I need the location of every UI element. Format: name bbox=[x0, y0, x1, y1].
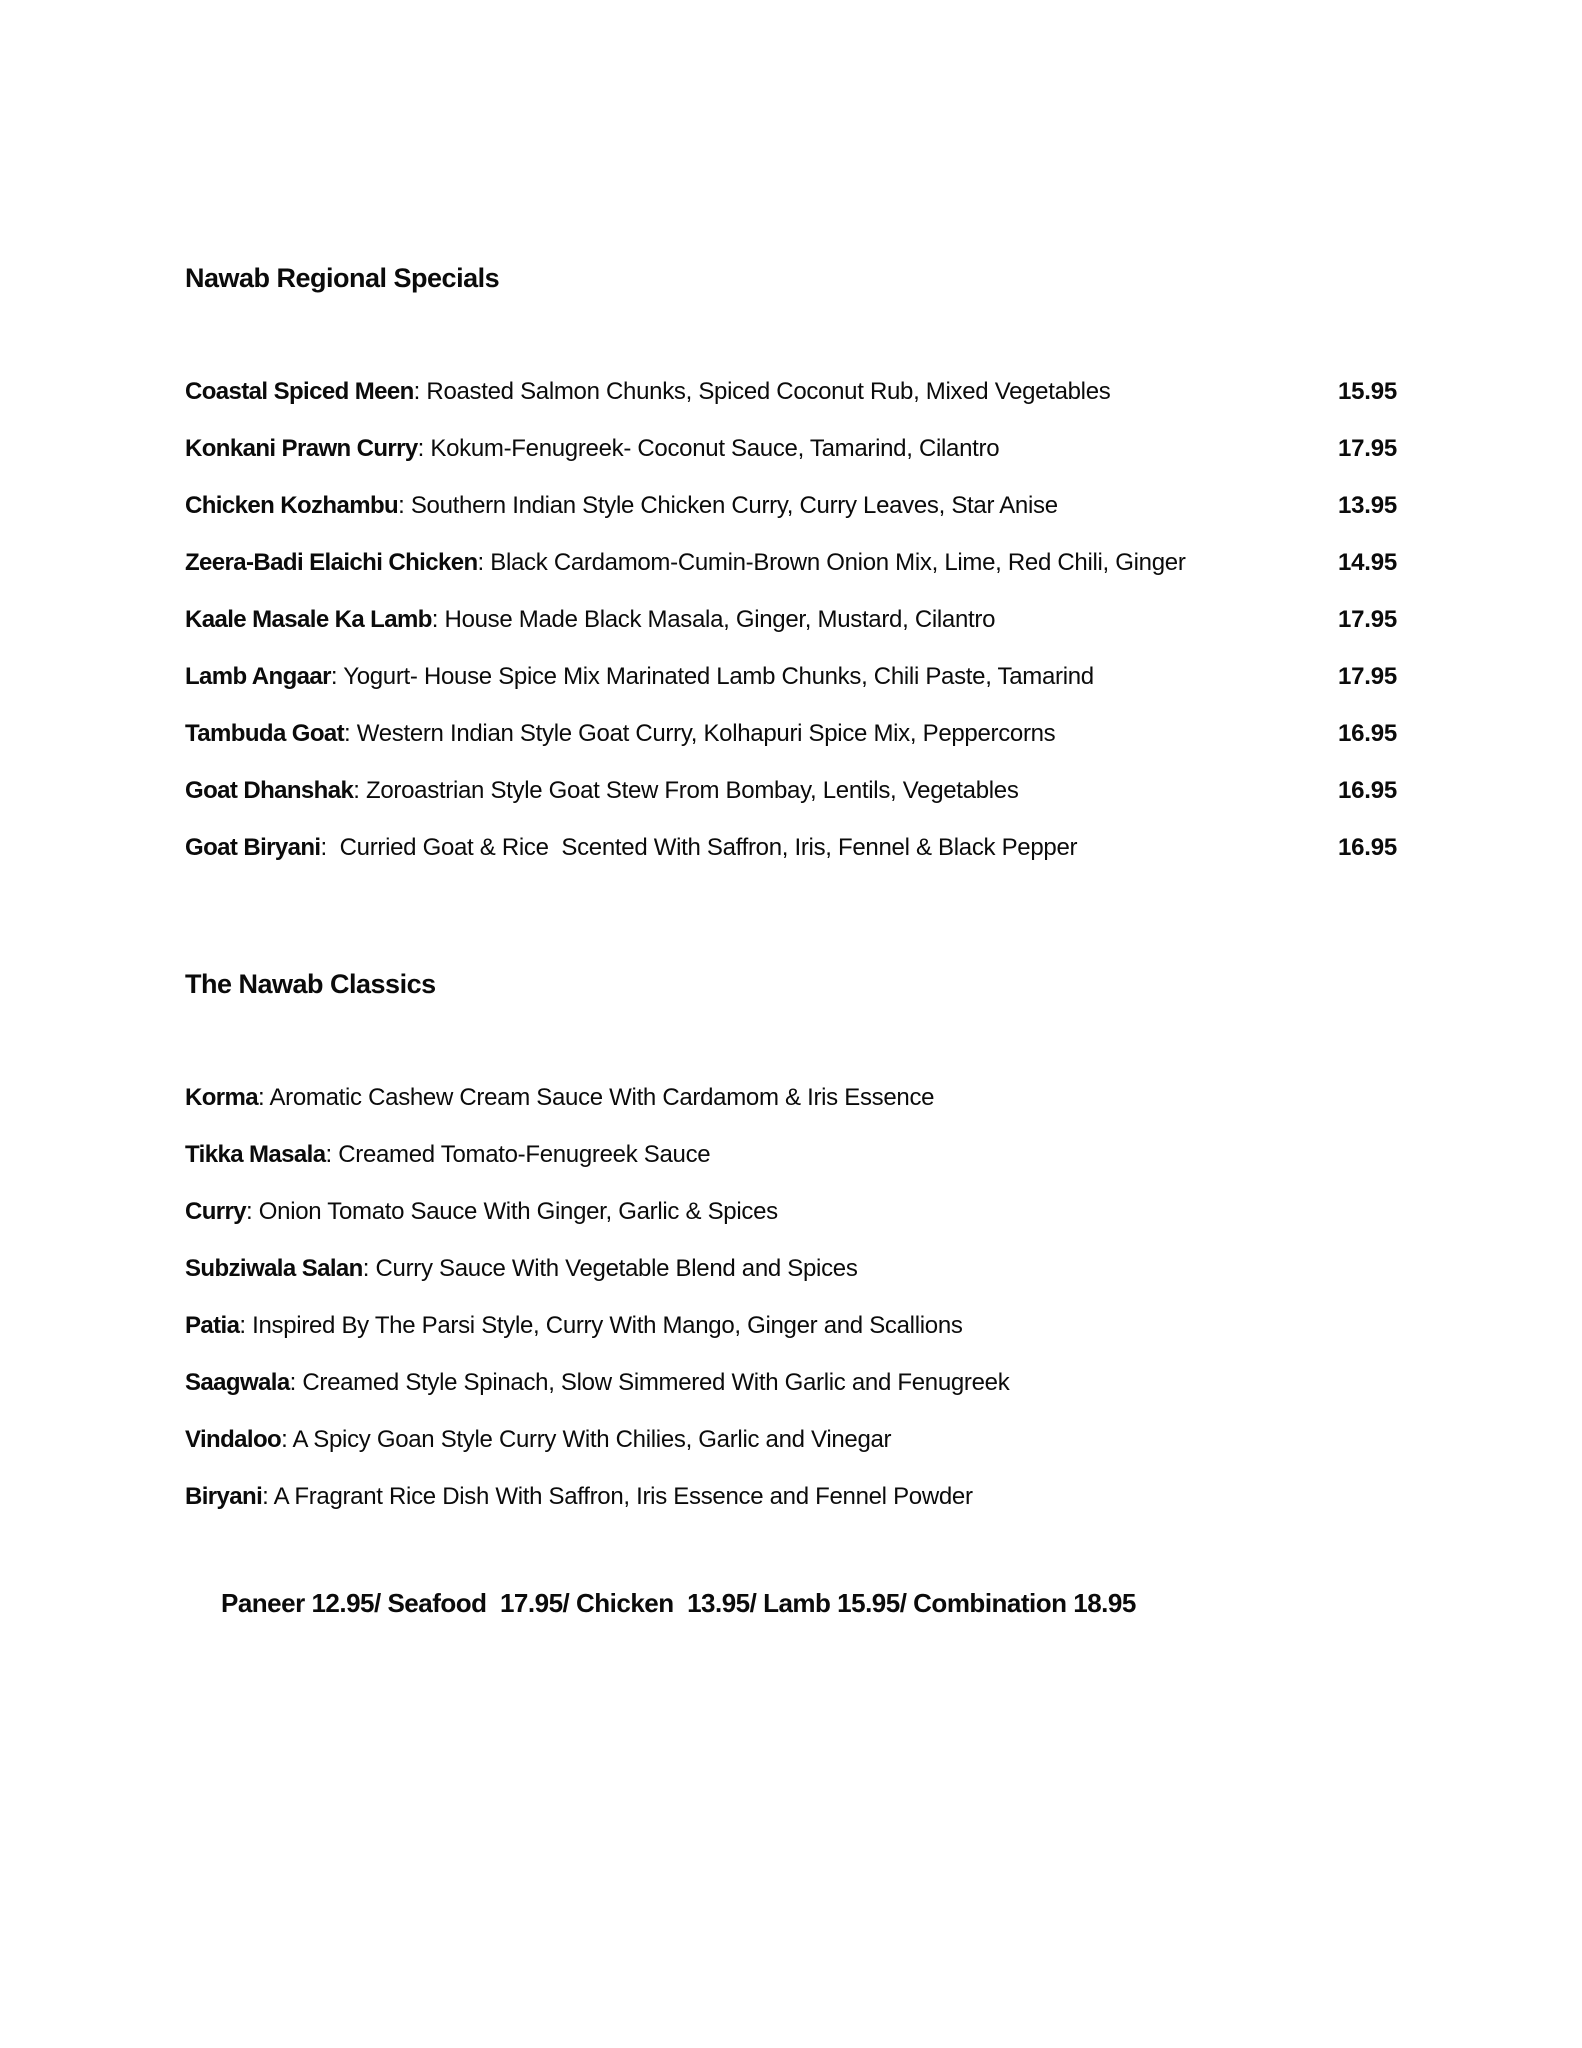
item-separator: : bbox=[362, 1255, 376, 1282]
menu-item-text bbox=[185, 1311, 1317, 1341]
item-name: Tikka Masala bbox=[185, 1141, 326, 1168]
item-price: 17.95 bbox=[1337, 606, 1397, 633]
item-description: Kokum-Fenugreek- Coconut Sauce, Tamarind, Cilantro bbox=[430, 435, 1000, 462]
item-name: Kaale Masale Ka Lamb bbox=[185, 606, 432, 633]
item-name: Konkani Prawn Curry bbox=[185, 435, 418, 462]
section-title-classics: The Nawab Classics bbox=[185, 969, 436, 999]
menu-item-text bbox=[185, 1254, 1317, 1284]
menu-item-text bbox=[185, 434, 1317, 464]
menu-item-text bbox=[185, 1368, 1317, 1398]
item-name: Goat Biryani bbox=[185, 834, 321, 861]
item-name: Korma bbox=[185, 1084, 259, 1111]
item-description: Creamed Tomato-Fenugreek Sauce bbox=[338, 1141, 711, 1168]
menu-content bbox=[185, 263, 1397, 1619]
menu-item bbox=[185, 1197, 1397, 1227]
menu-items-classics bbox=[185, 1083, 1397, 1512]
item-separator: : bbox=[239, 1312, 253, 1339]
menu-item bbox=[185, 1311, 1397, 1341]
item-separator: : bbox=[417, 435, 431, 462]
menu-item bbox=[185, 1083, 1397, 1113]
menu-item-text bbox=[185, 1482, 1317, 1512]
item-separator: : bbox=[258, 1084, 270, 1111]
menu-item-text bbox=[185, 1425, 1317, 1455]
item-price: 16.95 bbox=[1337, 777, 1397, 804]
menu-item bbox=[185, 662, 1397, 692]
menu-item-text bbox=[185, 833, 1317, 863]
menu-item-text bbox=[185, 491, 1317, 521]
item-price: 17.95 bbox=[1337, 435, 1397, 462]
item-description: Creamed Style Spinach, Slow Simmered With Garlic and Fenugreek bbox=[302, 1369, 1010, 1396]
item-name: Tambuda Goat bbox=[185, 720, 345, 747]
menu-item bbox=[185, 1425, 1397, 1455]
item-separator: : bbox=[330, 663, 344, 690]
item-name: Subziwala Salan bbox=[185, 1255, 363, 1282]
section-classics bbox=[185, 969, 1397, 1512]
item-description: Western Indian Style Goat Curry, Kolhapuri Spice Mix, Peppercorns bbox=[356, 720, 1056, 747]
item-name: Lamb Angaar bbox=[185, 663, 331, 690]
menu-item-text bbox=[185, 776, 1317, 806]
item-separator: : bbox=[344, 720, 357, 747]
item-separator: : bbox=[398, 492, 411, 519]
menu-item bbox=[185, 491, 1397, 521]
item-separator: : bbox=[289, 1369, 303, 1396]
menu-items-regional-specials bbox=[185, 377, 1397, 863]
item-separator: : bbox=[325, 1141, 339, 1168]
item-separator: : bbox=[320, 834, 334, 861]
item-name: Coastal Spiced Meen bbox=[185, 378, 414, 405]
item-description: A Fragrant Rice Dish With Saffron, Iris Essence and Fennel Powder bbox=[273, 1483, 973, 1510]
section-regional-specials bbox=[185, 263, 1397, 863]
item-description: Aromatic Cashew Cream Sauce With Cardamom & Iris Essence bbox=[269, 1084, 935, 1111]
item-description: A Spicy Goan Style Curry With Chilies, Garlic and Vinegar bbox=[292, 1426, 892, 1453]
item-description: Onion Tomato Sauce With Ginger, Garlic & Spices bbox=[258, 1198, 778, 1225]
item-description: Yogurt- House Spice Mix Marinated Lamb Chunks, Chili Paste, Tamarind bbox=[343, 663, 1094, 690]
item-description: Curried Goat & Rice Scented With Saffron, Iris, Fennel & Black Pepper bbox=[333, 834, 1078, 861]
item-description: Inspired By The Parsi Style, Curry With Mango, Ginger and Scallions bbox=[252, 1312, 963, 1339]
item-name: Zeera-Badi Elaichi Chicken bbox=[185, 549, 478, 576]
menu-item bbox=[185, 719, 1397, 749]
item-name: Goat Dhanshak bbox=[185, 777, 354, 804]
menu-item-text bbox=[185, 662, 1317, 692]
menu-item-text bbox=[185, 605, 1317, 635]
menu-item-text bbox=[185, 548, 1317, 578]
menu-item bbox=[185, 1254, 1397, 1284]
menu-item-text bbox=[185, 1197, 1317, 1227]
menu-item-text bbox=[185, 719, 1317, 749]
menu-item bbox=[185, 1482, 1397, 1512]
item-separator: : bbox=[262, 1483, 274, 1510]
item-price: 13.95 bbox=[1337, 492, 1397, 519]
item-name: Curry bbox=[185, 1198, 247, 1225]
menu-item bbox=[185, 1368, 1397, 1398]
menu-item bbox=[185, 833, 1397, 863]
menu-item-text bbox=[185, 1140, 1317, 1170]
item-description: Zoroastrian Style Goat Stew From Bombay, Lentils, Vegetables bbox=[366, 777, 1019, 804]
item-separator: : bbox=[281, 1426, 293, 1453]
menu-item-text bbox=[185, 1083, 1317, 1113]
item-name: Biryani bbox=[185, 1483, 263, 1510]
item-description: Southern Indian Style Chicken Curry, Curry Leaves, Star Anise bbox=[410, 492, 1058, 519]
item-price: 15.95 bbox=[1337, 378, 1397, 405]
item-separator: : bbox=[477, 549, 491, 576]
menu-item-text bbox=[185, 377, 1317, 407]
item-price: 14.95 bbox=[1337, 549, 1397, 576]
item-name: Vindaloo bbox=[185, 1426, 282, 1453]
item-price: 16.95 bbox=[1337, 834, 1397, 861]
item-separator: : bbox=[246, 1198, 259, 1225]
menu-item bbox=[185, 434, 1397, 464]
item-description: Black Cardamom-Cumin-Brown Onion Mix, Lime, Red Chili, Ginger bbox=[490, 549, 1186, 576]
menu-item bbox=[185, 377, 1397, 407]
item-description: House Made Black Masala, Ginger, Mustard, Cilantro bbox=[444, 606, 996, 633]
menu-item bbox=[185, 1140, 1397, 1170]
item-name: Saagwala bbox=[185, 1369, 290, 1396]
item-price: 17.95 bbox=[1337, 663, 1397, 690]
section-title-regional-specials: Nawab Regional Specials bbox=[185, 263, 500, 293]
item-separator: : bbox=[353, 777, 366, 804]
protein-price-line: Paneer 12.95/ Seafood 17.95/ Chicken 13.95/ Lamb 15.95/ Combination 18.95 bbox=[221, 1588, 1136, 1618]
item-description: Roasted Salmon Chunks, Spiced Coconut Rub, Mixed Vegetables bbox=[426, 378, 1111, 405]
item-separator: : bbox=[413, 378, 427, 405]
item-separator: : bbox=[431, 606, 445, 633]
menu-item bbox=[185, 776, 1397, 806]
item-price: 16.95 bbox=[1337, 720, 1397, 747]
menu-item bbox=[185, 548, 1397, 578]
item-description: Curry Sauce With Vegetable Blend and Spices bbox=[375, 1255, 858, 1282]
item-name: Patia bbox=[185, 1312, 240, 1339]
menu-item bbox=[185, 605, 1397, 635]
item-name: Chicken Kozhambu bbox=[185, 492, 399, 519]
